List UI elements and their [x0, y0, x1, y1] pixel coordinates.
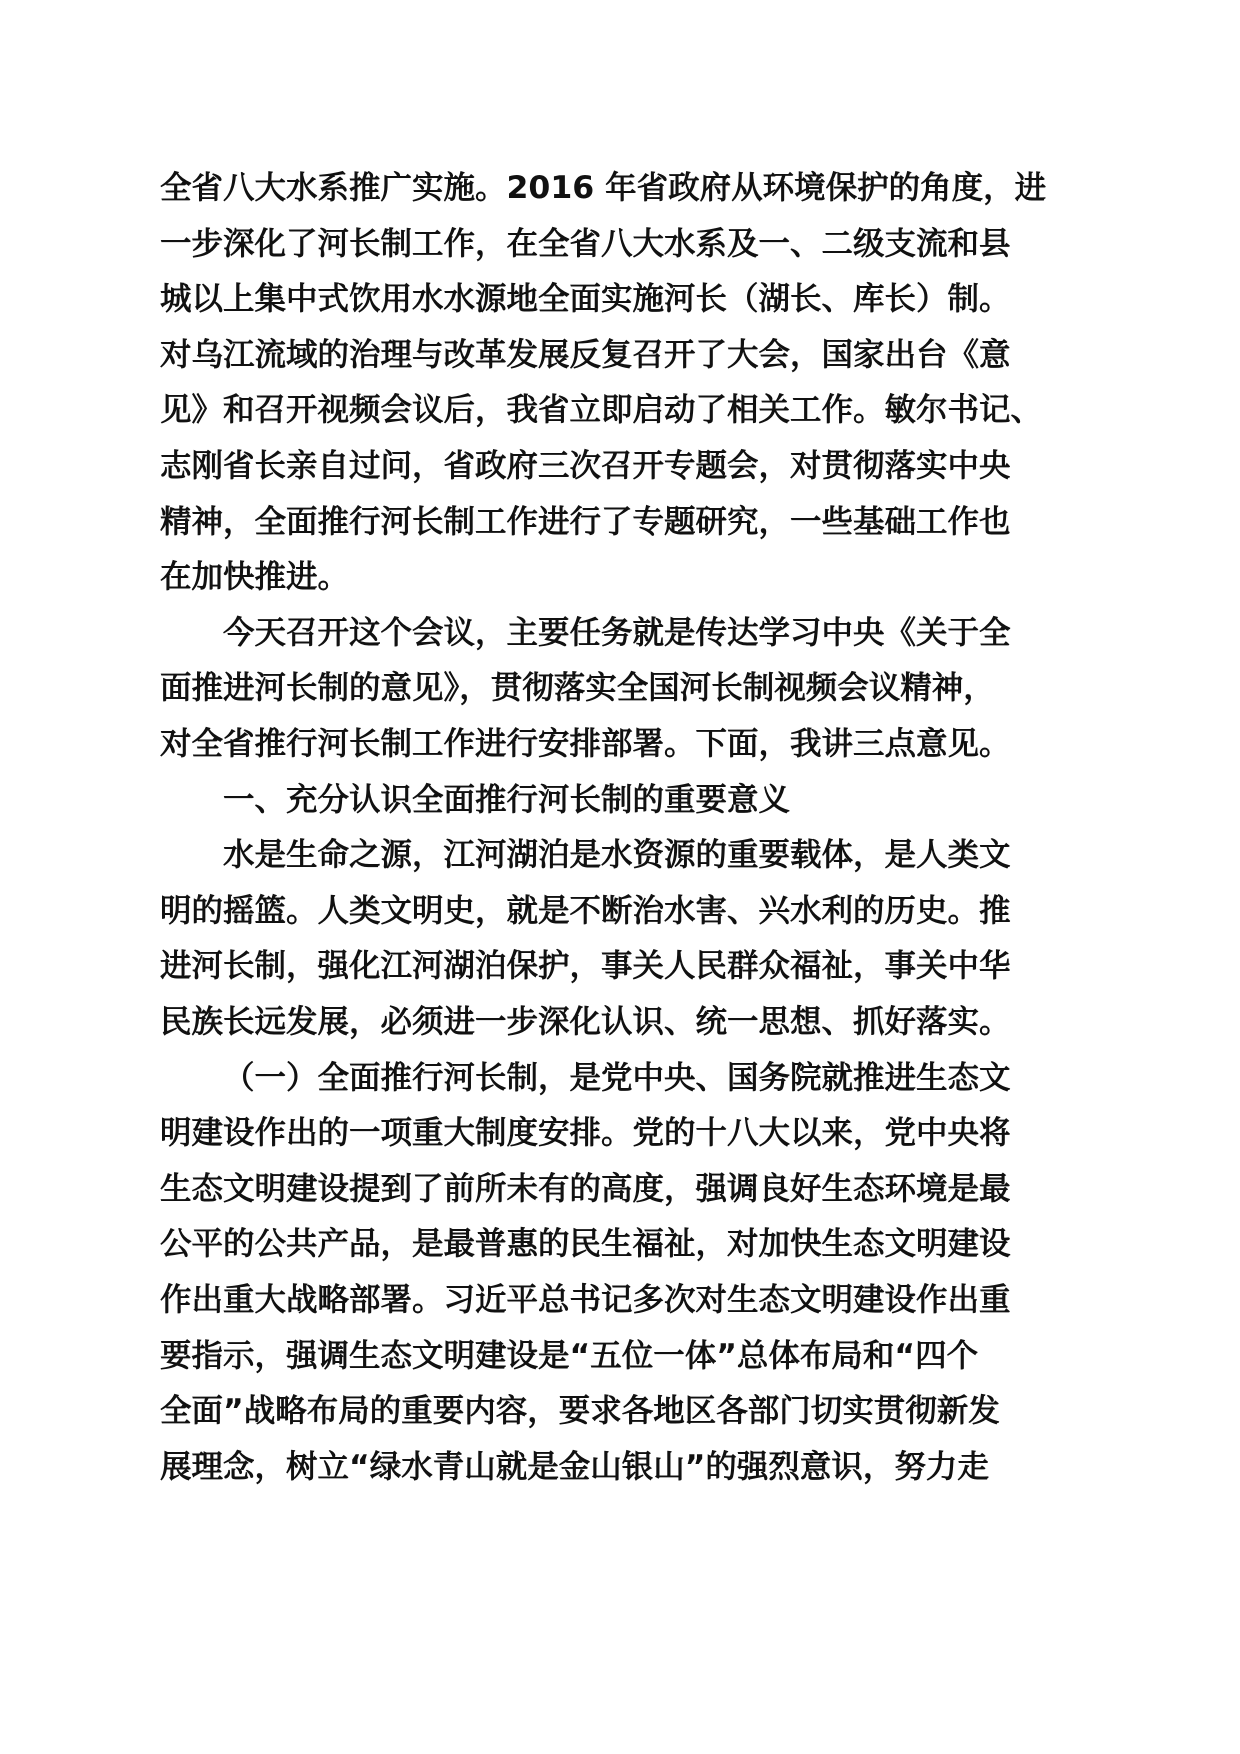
text-line: 今天召开这个会议，主要任务就是传达学习中央《关于全 — [223, 614, 1011, 651]
section-heading: 一、充分认识全面推行河长制的重要意义 — [223, 781, 791, 818]
text-line: 一步深化了河长制工作，在全省八大水系及一、二级支流和县 — [160, 225, 1011, 262]
text-line: 公平的公共产品，是最普惠的民生福祉，对加快生态文明建设 — [160, 1226, 1011, 1263]
text-line: 全省八大水系推广实施。2016 年省政府从环境保护的角度，进 — [160, 170, 1047, 206]
text-line: 作出重大战略部署。习近平总书记多次对生态文明建设作出重 — [160, 1282, 1011, 1318]
text-line: 明建设作出的一项重大制度安排。党的十八大以来，党中央将 — [160, 1115, 1011, 1152]
text-line: 进河长制，强化江河湖泊保护，事关人民群众福祉，事关中华 — [160, 948, 1011, 985]
text-line: （一）全面推行河长制，是党中央、国务院就推进生态文 — [223, 1059, 1011, 1096]
text-line: 要指示，强调生态文明建设是“五位一体”总体布局和“四个 — [160, 1337, 979, 1374]
text-line: 明的摇篮。人类文明史，就是不断治水害、兴水利的历史。推 — [160, 892, 1011, 929]
text-line: 在加快推进。 — [160, 559, 350, 596]
text-line: 民族长远发展，必须进一步深化认识、统一思想、抓好落实。 — [160, 1004, 1011, 1040]
text-line: 志刚省长亲自过问，省政府三次召开专题会，对贯彻落实中央 — [160, 448, 1011, 484]
text-line: 对全省推行河长制工作进行安排部署。下面，我讲三点意见。 — [160, 726, 1011, 762]
text-line: 精神，全面推行河长制工作进行了专题研究，一些基础工作也 — [160, 503, 1011, 540]
text-line: 生态文明建设提到了前所未有的高度，强调良好生态环境是最 — [160, 1170, 1011, 1207]
text-line: 对乌江流域的治理与改革发展反复召开了大会，国家出台《意 — [160, 336, 1011, 373]
text-line: 水是生命之源，江河湖泊是水资源的重要载体，是人类文 — [223, 837, 1011, 874]
text-line: 展理念，树立“绿水青山就是金山银山”的强烈意识，努力走 — [160, 1448, 989, 1485]
text-line: 城以上集中式饮用水水源地全面实施河长（湖长、库长）制。 — [160, 281, 1011, 318]
text-line: 面推进河长制的意见》，贯彻落实全国河长制视频会议精神， — [160, 670, 995, 707]
text-line: 全面”战略布局的重要内容，要求各地区各部门切实贯彻新发 — [160, 1393, 1000, 1430]
text-line: 见》和召开视频会议后，我省立即启动了相关工作。敏尔书记、 — [160, 392, 1043, 429]
